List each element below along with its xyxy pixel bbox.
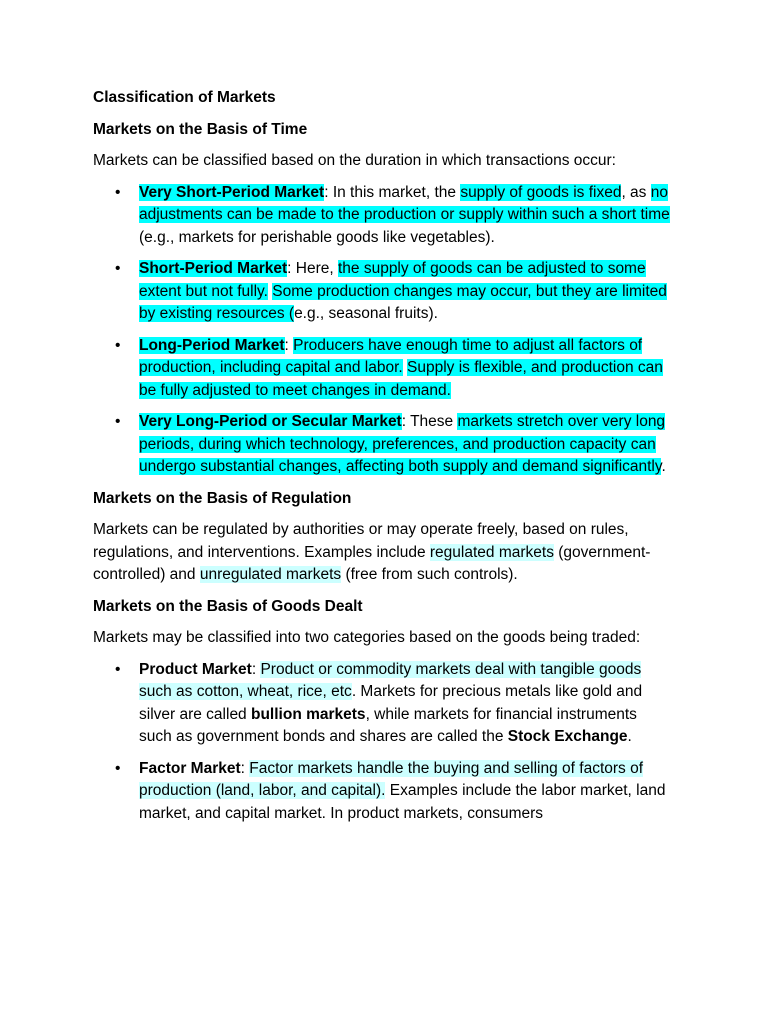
bullet-icon: • — [115, 183, 121, 201]
bullet-icon: • — [115, 336, 121, 354]
text: (government-controlled) and — [93, 543, 651, 583]
highlight: the supply of goods can be adjusted to some extent but not fully. — [139, 260, 646, 300]
heading-goods: Markets on the Basis of Goods Dealt — [93, 597, 363, 615]
term: Long-Period Market — [139, 336, 285, 354]
doc-title: Classification of Markets — [93, 89, 276, 106]
paragraph-time-intro: Markets can be classified based on the duration in which transactions occur: — [93, 152, 616, 169]
term: Short-Period Market — [139, 260, 288, 277]
highlight: supply of goods is fixed — [460, 183, 622, 201]
bullet-icon: • — [115, 413, 121, 430]
heading-regulation: Markets on the Basis of Regulation — [93, 489, 352, 507]
text: , while markets for financial instruments such as government bonds and shares are called the — [139, 705, 637, 745]
text: e.g., seasonal fruits). — [294, 305, 438, 322]
heading-time: Markets on the Basis of Time — [93, 120, 308, 138]
text: : — [284, 336, 294, 354]
text: Examples include the labor market, land market, and capital market. In product markets, consumers — [139, 782, 666, 822]
text: . — [627, 728, 632, 745]
text: : — [251, 660, 261, 678]
highlight: Supply is flexible, and production can be fully adjusted to meet changes in demand. — [139, 359, 663, 399]
bullet-icon: • — [115, 660, 121, 678]
list-item-very-long-period — [115, 411, 672, 479]
highlight: regulated markets — [429, 543, 554, 561]
text: Markets can be regulated by authorities or may operate freely, based on rules, regulations, and interventions. Examples include — [93, 521, 629, 561]
list-item-short-period — [115, 258, 672, 326]
text: : Here, — [287, 260, 338, 277]
highlight: markets stretch over very long periods, during which technology, preferences, and production capacity can undergo substantial changes, affecting both supply and demand significantly — [139, 413, 666, 475]
bold-term: Stock Exchange — [507, 728, 628, 745]
list-item-product-market — [115, 659, 672, 749]
term: Product Market — [139, 660, 252, 678]
highlight: unregulated markets — [199, 566, 342, 583]
text: : In this market, the — [324, 183, 461, 201]
text: (e.g., markets for perishable goods like vegetables). — [139, 228, 495, 246]
paragraph-goods-intro: Markets may be classified into two categories based on the goods being traded: — [93, 629, 641, 646]
list-item-very-short-period — [115, 182, 672, 250]
highlight: no adjustments can be made to the production or supply within such a short time — [139, 183, 670, 223]
text: , as — [621, 183, 651, 201]
text: . Markets for precious metals like gold and silver are called — [139, 683, 643, 723]
term: Factor Market — [139, 759, 241, 777]
list-goods-markets — [93, 659, 672, 826]
text: . — [661, 458, 666, 475]
bold-term: bullion markets — [251, 705, 366, 723]
list-time-markets — [93, 182, 672, 479]
text: : These — [401, 413, 458, 430]
text: (free from such controls). — [341, 566, 518, 583]
paragraph-regulation — [93, 519, 672, 587]
bullet-icon: • — [115, 260, 121, 277]
highlight: Some production changes may occur, but they are limited by existing resources ( — [139, 282, 667, 322]
highlight: Factor markets handle the buying and selling of factors of production (land, labor, and capital). — [139, 759, 644, 799]
list-item-factor-market — [115, 758, 672, 826]
list-item-long-period — [115, 335, 672, 403]
bullet-icon: • — [115, 759, 121, 777]
term: Very Long-Period or Secular Market — [139, 413, 402, 430]
highlight: Product or commodity markets deal with tangible goods such as cotton, wheat, rice, etc — [139, 660, 642, 700]
term: Very Short-Period Market — [139, 183, 325, 201]
highlight: Producers have enough time to adjust all factors of production, including capital and labor. — [139, 336, 643, 376]
text: : — [240, 759, 250, 777]
